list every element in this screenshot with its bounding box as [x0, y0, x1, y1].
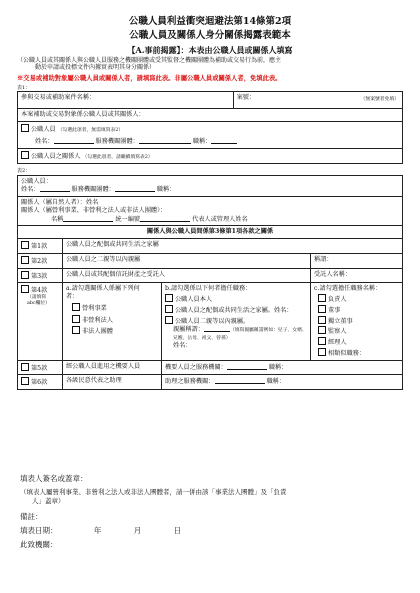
- col-c-opt2-checkbox[interactable]: [318, 305, 326, 313]
- relative-checkbox[interactable]: [21, 151, 29, 159]
- relative-option: 公職人員之關係人: [31, 153, 81, 161]
- row5-checkbox[interactable]: [21, 363, 29, 371]
- row5-item: [18, 360, 63, 375]
- case-no-cell[interactable]: [233, 91, 402, 108]
- col-c-title: c.請勾選擔任職務名稱：: [314, 285, 382, 293]
- official-info-cell: [18, 175, 403, 197]
- col-b-title: b.請勾選係以下何者擔任職務：: [165, 285, 252, 293]
- col-a-title-2: 者：: [66, 293, 79, 301]
- row2-text: 公職人員之二親等以內親屬: [63, 253, 311, 268]
- agency-field[interactable]: [139, 137, 191, 144]
- t2-official-label: 公職人員：: [21, 177, 52, 185]
- signature-section: [20, 474, 400, 555]
- note-line-2: 動於申請或投標文件內據實表明其身分關係）: [35, 64, 156, 72]
- col-c-opt1-checkbox[interactable]: [318, 294, 326, 302]
- agency-label: 服務機關團體：: [95, 137, 139, 145]
- date-day: 日: [173, 525, 182, 535]
- signer-note-line-1: （填表人屬營利事業、非營利之法人或非法人團體者，請一併由該「事業法人團體」及「負責: [20, 488, 287, 497]
- col-b-opt2: 公職人員之配偶或共同生活之家屬。姓名：: [175, 306, 293, 314]
- col-a-opt2: 非營利法人: [82, 316, 113, 324]
- col-c-opt2: 董事: [328, 306, 341, 314]
- row4-item: [18, 283, 63, 360]
- document-page: [17, 16, 403, 390]
- date-month: 月: [133, 525, 142, 535]
- col-b-kin-field[interactable]: [204, 325, 230, 332]
- date-row[interactable]: [20, 526, 400, 535]
- signer-note: [20, 488, 400, 506]
- party-type-cell: [18, 108, 403, 163]
- col-c-opt3: 獨立董事: [328, 317, 353, 325]
- title-law: 公職人員利益衝突迴避法第14條第2項: [128, 16, 292, 27]
- t2-official-name: 姓名：: [21, 186, 40, 194]
- col-c-opt4: 監察人: [328, 328, 347, 336]
- case-no-label: 案號：: [236, 93, 256, 101]
- t2-official-name-field[interactable]: [40, 185, 70, 192]
- row3-item: [18, 268, 63, 283]
- title-section: 【A.事前揭露】：本表由公職人員或關係人填寫: [127, 44, 293, 55]
- t2-official-agency: 服務機關團體：: [71, 186, 115, 194]
- remark-label[interactable]: 備註：: [20, 511, 43, 521]
- agency-to-label[interactable]: 此致機關：: [20, 540, 58, 550]
- row4-col-c: [311, 283, 403, 360]
- row3-text: 公職人員或其配偶信託財產之受託人: [63, 268, 311, 283]
- row2-item: [18, 253, 63, 268]
- t2-rel-org-rep: 代表人或管理人姓名: [192, 215, 248, 223]
- position-field[interactable]: [211, 137, 237, 144]
- row4-checkbox[interactable]: [21, 285, 29, 293]
- row6-item: [18, 375, 63, 390]
- relative-info-cell: [18, 197, 403, 226]
- col-c-opt5: 經理人: [328, 339, 347, 347]
- col-b-opt3: 公職人員二親等以內親屬。: [175, 317, 250, 325]
- row2-checkbox[interactable]: [21, 256, 29, 264]
- row5-extra2: 職稱：: [268, 363, 288, 371]
- signer-label[interactable]: 填表人簽名或蓋章：: [20, 474, 88, 483]
- row4-item-label: 第4款: [31, 287, 48, 295]
- t2-rel-natural: 關係人（屬自然人者）：姓名: [21, 199, 99, 207]
- col-b-opt2-checkbox[interactable]: [165, 305, 173, 313]
- row5-text: 經公職人員進用之機要人員: [63, 360, 162, 375]
- name-label: 姓名：: [35, 137, 54, 145]
- official-option-hint: （勾選此項者，無需填寫表2）: [57, 127, 124, 133]
- row6-checkbox[interactable]: [21, 377, 29, 385]
- row4-col-b: [162, 283, 311, 360]
- row5-item-label: 第5款: [31, 364, 48, 372]
- row6-extra-cell[interactable]: [162, 375, 403, 390]
- date-label: 填表日期：: [20, 525, 58, 535]
- t2-rel-org-id-field[interactable]: [140, 215, 190, 222]
- table1-label: 表1：: [17, 84, 31, 91]
- instruction-note: [17, 57, 403, 72]
- case-no-hint: （無案號者免填）: [360, 96, 399, 102]
- name-field[interactable]: [54, 137, 94, 144]
- col-b-kin-hint: （填寫親屬稱謂例如：兒子、女婿、兄嫂、岳母、祖父、曾孫）: [173, 328, 307, 342]
- col-c-opt5-checkbox[interactable]: [318, 337, 326, 345]
- row6-text: 各級民意代表之助理: [63, 375, 162, 390]
- row3-checkbox[interactable]: [21, 271, 29, 279]
- relation-heading: 關係人與公職人員間係第3條第1項各款之關係: [18, 226, 403, 239]
- col-b-opt3-checkbox[interactable]: [165, 316, 173, 324]
- row6-agency-field[interactable]: [215, 377, 265, 384]
- date-year: 年: [93, 525, 102, 535]
- row6-item-label: 第6款: [31, 379, 48, 387]
- case-name-cell[interactable]: [18, 91, 234, 108]
- note-line-1: （公職人員或其關係人與公職人員服務之機關團體或受其監督之機關團體為補助或交易行為前，應主: [17, 56, 282, 64]
- col-c-opt1: 負責人: [328, 296, 347, 304]
- row2-item-label: 第2款: [31, 257, 48, 265]
- row1-checkbox[interactable]: [21, 241, 29, 249]
- col-a-opt3-checkbox[interactable]: [72, 326, 80, 334]
- col-c-opt6: 相類似職務：: [328, 349, 366, 357]
- signer-note-line-2: 人」蓋章）: [32, 497, 65, 506]
- t2-rel-org-id: 統一編號: [115, 215, 141, 223]
- row6-extra2: 職稱：: [266, 378, 286, 386]
- col-a-opt1-checkbox[interactable]: [72, 303, 80, 311]
- col-c-opt6-checkbox[interactable]: [318, 348, 326, 356]
- col-b-kin-label: 親屬稱謂：: [173, 326, 204, 334]
- official-checkbox[interactable]: [21, 124, 29, 132]
- col-a-opt1: 營利事業: [82, 304, 107, 312]
- row4-hint-2: abc欄位）: [27, 301, 51, 307]
- col-b-name-label: 姓名：: [173, 342, 192, 350]
- t2-rel-org-name-field[interactable]: [63, 215, 113, 222]
- row4-hint-1: （請填寫: [27, 295, 47, 301]
- relative-option-hint: （勾選此項者，請繼續填寫表2）: [82, 155, 153, 161]
- col-c-opt3-checkbox[interactable]: [318, 316, 326, 324]
- row5-extra: 機要人員之服務機關：: [165, 363, 227, 371]
- t2-rel-org: 關係人（屬營利事業、非營利之法人或非法人團體）：: [21, 206, 167, 214]
- row1-item: [18, 239, 63, 254]
- t2-rel-org-name: 名稱: [51, 215, 64, 223]
- row5-extra-cell[interactable]: [162, 360, 403, 375]
- title-form: 公職人員及關係人身分關係揭露表範本: [129, 29, 291, 41]
- row5-agency-field[interactable]: [227, 363, 267, 370]
- row1-text: 公職人員之配偶或共同生活之家屬: [63, 239, 403, 254]
- col-b-opt1-checkbox[interactable]: [165, 294, 173, 302]
- row3-item-label: 第3款: [31, 272, 48, 280]
- case-name-label: 參與交易或補助案件名稱：: [21, 93, 96, 101]
- col-a-title-1: a.請勾選關係人係屬下列何: [66, 285, 140, 293]
- warning-note: ※交易或補助對象屬公職人員或關係人者，請填寫此表。非屬公職人員或關係人者，免填此表。: [17, 74, 282, 82]
- row3-extra[interactable]: 受託人名稱：: [311, 268, 403, 283]
- row4-col-a: [63, 283, 162, 360]
- col-a-opt2-checkbox[interactable]: [72, 315, 80, 323]
- position-label: 職稱：: [192, 137, 212, 145]
- row1-item-label: 第1款: [31, 243, 48, 251]
- official-option: 公職人員: [31, 125, 56, 133]
- col-b-opt1: 公職人員本人: [175, 296, 213, 304]
- row2-extra[interactable]: 稱謂：: [311, 253, 403, 268]
- table-2: [17, 175, 403, 391]
- party-label: 本案補助或交易對象係公職人員或其關係人：: [21, 110, 145, 118]
- t2-official-position: 職稱：: [156, 186, 176, 194]
- table2-label: 表2：: [17, 168, 31, 175]
- col-a-opt3: 非法人團體: [82, 328, 113, 336]
- t2-official-agency-field[interactable]: [115, 185, 155, 192]
- row6-extra: 助理之服務機關：: [165, 378, 215, 386]
- col-c-opt4-checkbox[interactable]: [318, 326, 326, 334]
- table-1: [17, 91, 403, 164]
